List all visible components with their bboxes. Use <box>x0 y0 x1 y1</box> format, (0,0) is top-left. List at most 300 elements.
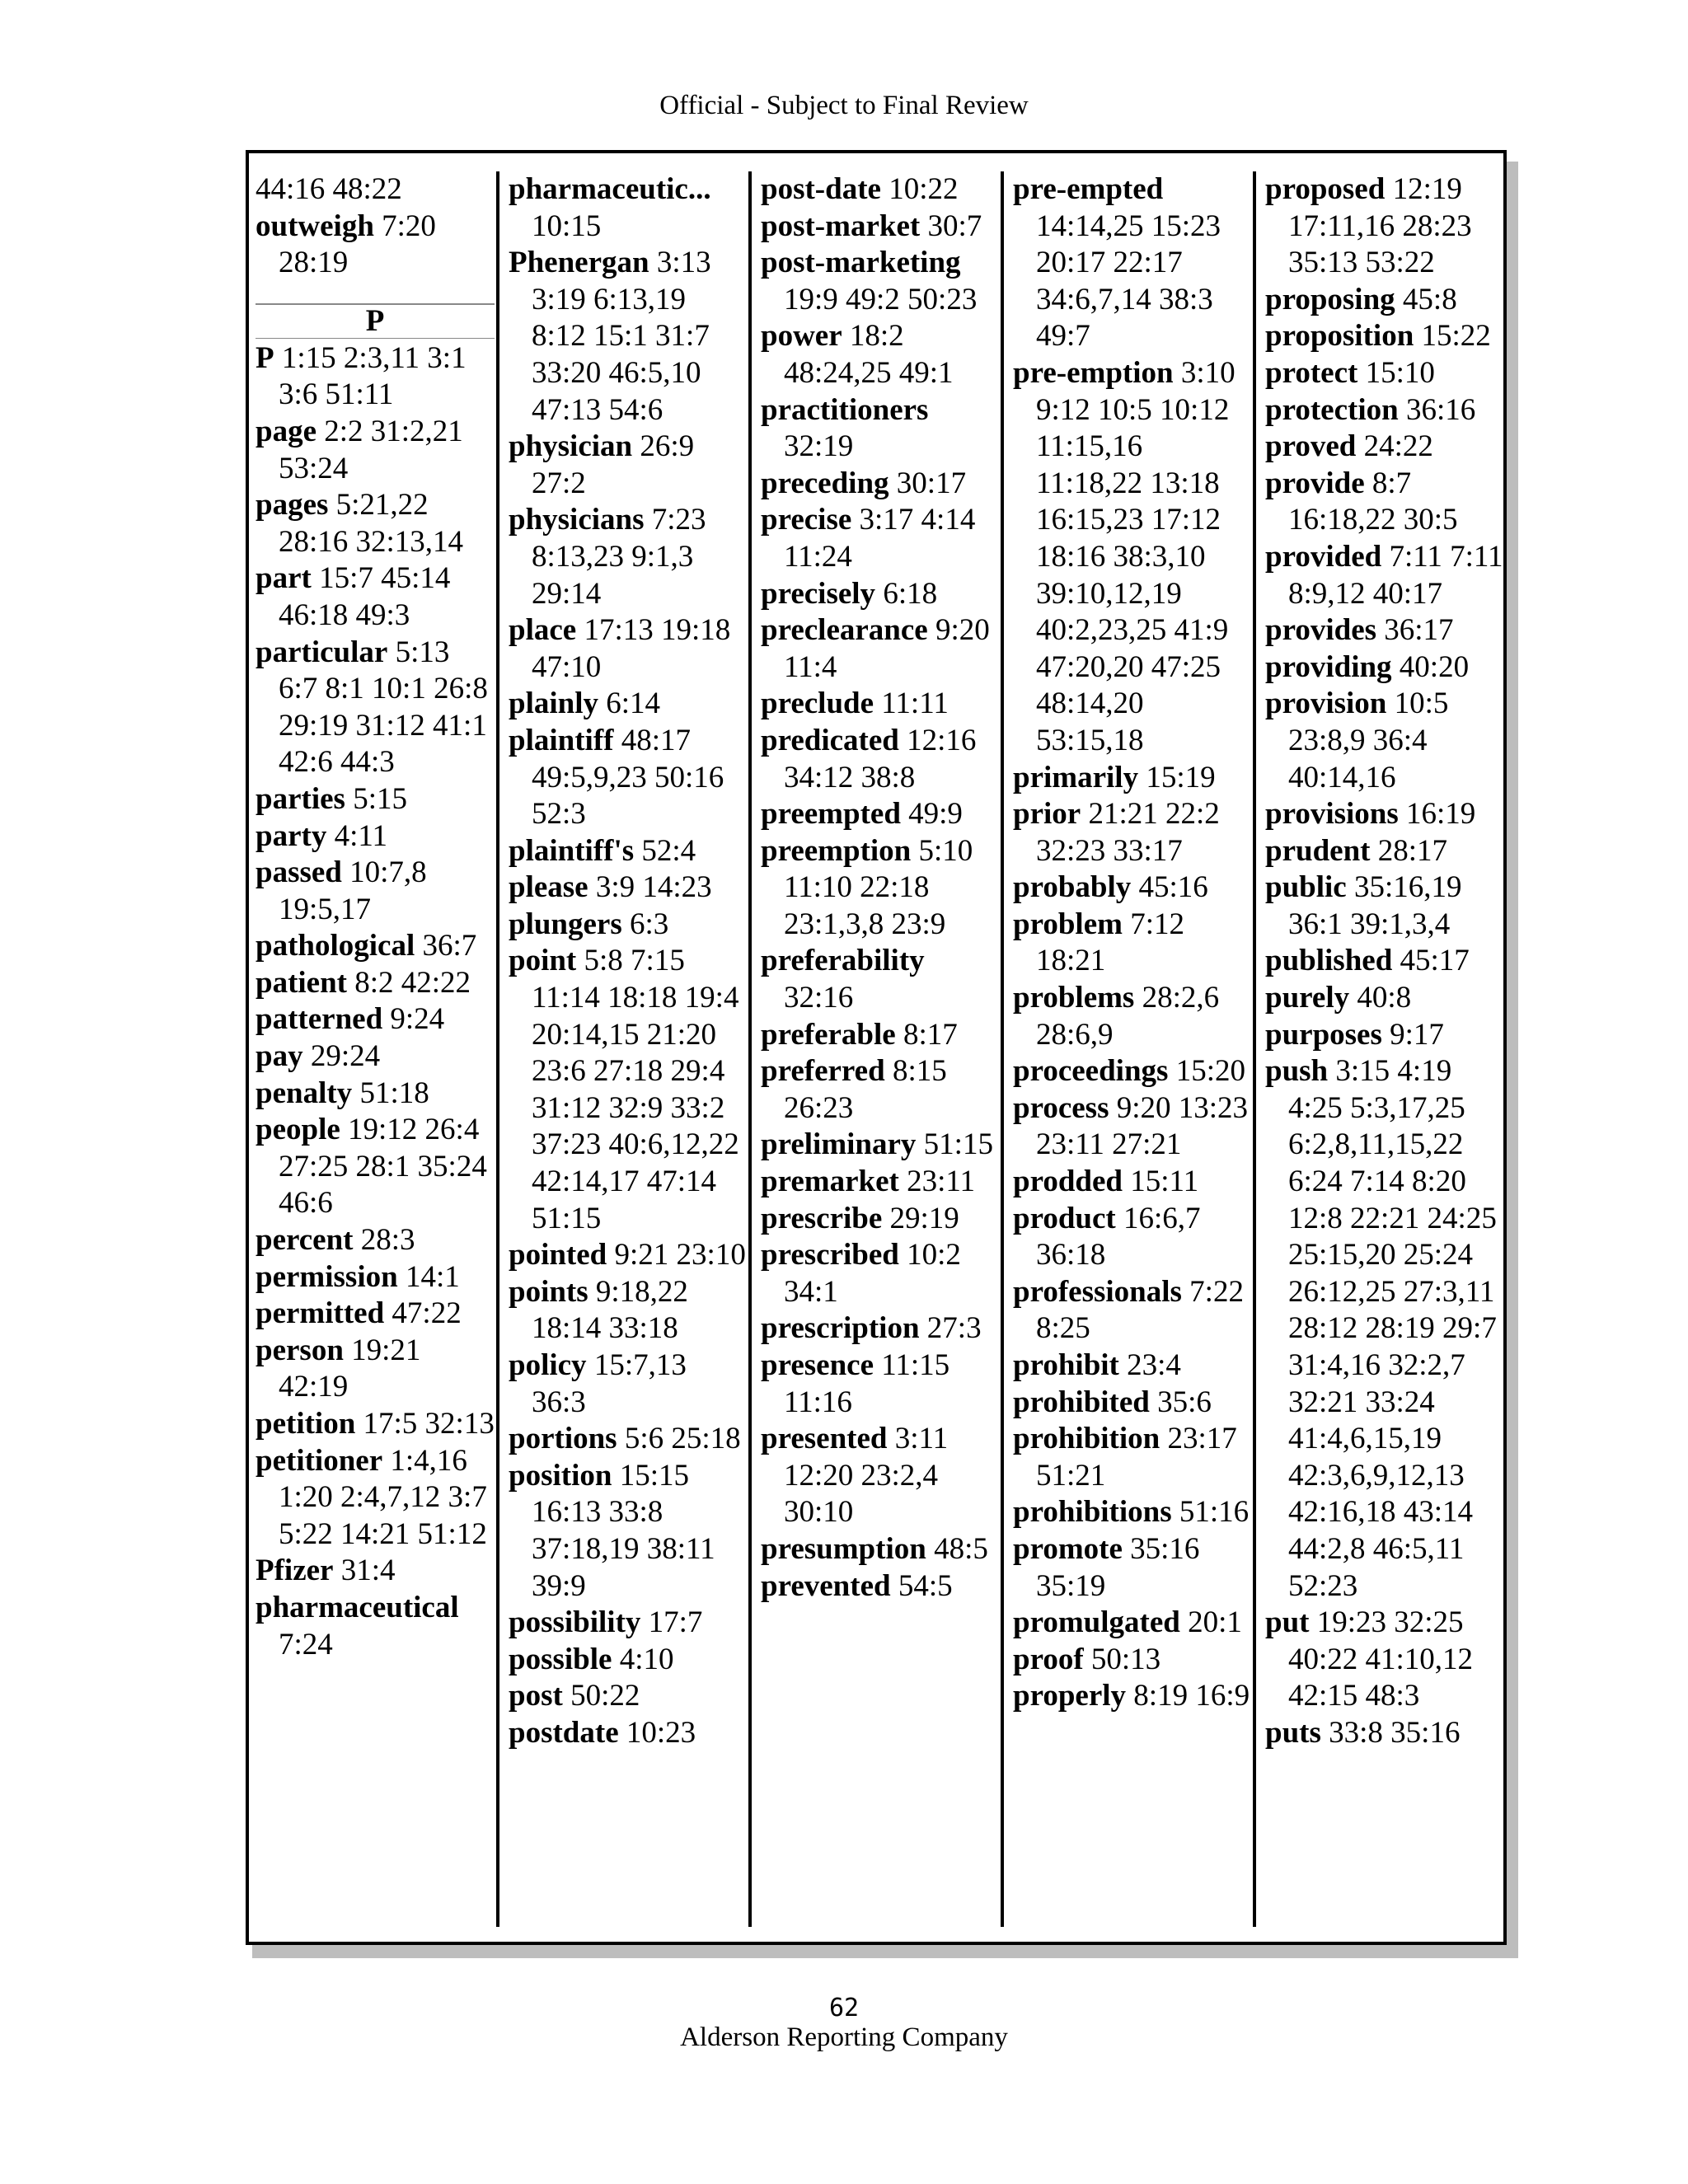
index-references: 18:2 48:24,25 49:1 <box>784 319 954 390</box>
index-references: 2:2 31:2,21 53:24 <box>279 414 463 485</box>
index-entry <box>761 502 1000 575</box>
index-term: proof <box>1013 1642 1084 1676</box>
index-references: 15:7,13 36:3 <box>532 1348 687 1419</box>
index-entry <box>1265 796 1504 833</box>
index-entry <box>1265 318 1504 355</box>
index-references: 7:24 <box>279 1627 333 1661</box>
index-references: 9:20 11:4 <box>784 613 990 684</box>
index-references: 24:22 <box>1363 429 1433 464</box>
index-references: 8:19 16:9 <box>1133 1679 1250 1713</box>
section-letter-heading: P <box>256 303 495 339</box>
index-entry <box>256 818 495 855</box>
index-term: page <box>256 414 316 448</box>
index-references: 1:15 2:3,11 3:1 3:6 51:11 <box>279 340 467 412</box>
index-term: please <box>509 870 588 905</box>
index-term: patterned <box>256 1002 383 1037</box>
index-references: 4:10 <box>619 1642 674 1676</box>
index-term: people <box>256 1113 340 1147</box>
index-term: precisely <box>761 576 876 611</box>
index-entry <box>256 1112 495 1222</box>
index-entry <box>1265 612 1504 649</box>
index-entry <box>1265 1017 1504 1054</box>
index-term: person <box>256 1333 344 1367</box>
index-references: 7:23 8:13,23 9:1,3 29:14 <box>532 503 706 611</box>
index-term: preferability <box>761 944 925 978</box>
index-entry <box>256 1038 495 1076</box>
index-references: 19:12 26:4 27:25 28:1 35:24 46:6 <box>279 1113 487 1221</box>
index-references: 6:18 <box>883 576 938 611</box>
index-entry <box>761 1531 1000 1568</box>
index-references: 29:24 <box>310 1039 381 1074</box>
index-term: prohibitions <box>1013 1495 1172 1530</box>
index-entry <box>1013 1678 1252 1715</box>
index-term: prudent <box>1265 833 1371 868</box>
index-term: plungers <box>509 907 622 941</box>
index-term: possibility <box>509 1605 641 1640</box>
index-term: post <box>509 1679 563 1713</box>
index-references: 28:17 <box>1377 833 1448 868</box>
index-term: published <box>1265 944 1393 978</box>
index-entry <box>256 1406 495 1443</box>
index-entry <box>256 1443 495 1554</box>
index-references: 35:6 <box>1157 1385 1212 1419</box>
index-references: 3:9 14:23 <box>595 870 712 905</box>
index-term: prescription <box>761 1311 920 1346</box>
index-entry <box>761 943 1000 1016</box>
index-term: place <box>509 613 577 648</box>
index-term: plainly <box>509 687 598 721</box>
index-entry <box>761 1053 1000 1127</box>
index-term: portions <box>509 1422 617 1456</box>
index-entry <box>509 171 748 245</box>
index-term: protection <box>1265 392 1399 427</box>
index-term: petition <box>256 1407 356 1441</box>
index-term: put <box>1265 1605 1310 1640</box>
index-term: prevented <box>761 1568 891 1603</box>
index-references: 32:16 <box>784 981 854 1015</box>
index-references: 49:9 <box>908 797 963 832</box>
index-term: postdate <box>509 1715 619 1750</box>
index-entry <box>509 612 748 686</box>
index-entry <box>761 171 1000 209</box>
index-references: 10:23 <box>626 1715 696 1750</box>
index-entry <box>761 209 1000 246</box>
index-entry <box>256 928 495 965</box>
index-references: 9:21 23:10 <box>614 1238 746 1272</box>
index-entry <box>761 245 1000 318</box>
index-references: 5:6 25:18 <box>624 1422 741 1456</box>
index-term: plaintiff's <box>509 833 635 868</box>
index-entry <box>1013 1385 1252 1422</box>
index-term: pages <box>256 488 329 523</box>
index-references: 3:17 4:14 11:24 <box>784 503 976 574</box>
index-entry <box>1265 1715 1504 1752</box>
index-references: 17:7 <box>648 1605 703 1640</box>
index-term: purely <box>1265 981 1350 1015</box>
index-entry <box>256 1296 495 1333</box>
index-term: provide <box>1265 466 1365 500</box>
index-references: 29:19 <box>889 1201 959 1235</box>
index-references: 28:3 <box>360 1223 415 1258</box>
index-entry <box>1265 282 1504 319</box>
index-term: pre-empted <box>1013 172 1164 206</box>
index-entry <box>256 487 495 560</box>
index-references: 54:5 <box>898 1568 953 1603</box>
index-term: plaintiff <box>509 723 614 757</box>
index-entry <box>1013 1347 1252 1385</box>
index-references: 9:18,22 18:14 33:18 <box>532 1274 688 1346</box>
index-references: 19:21 42:19 <box>279 1333 421 1404</box>
index-references: 45:17 <box>1400 944 1470 978</box>
index-entry <box>1013 1201 1252 1274</box>
index-term: post-marketing <box>761 246 961 280</box>
index-term: points <box>509 1274 588 1309</box>
index-references: 9:24 <box>390 1002 445 1037</box>
index-references: 23:17 51:21 <box>1036 1422 1237 1493</box>
index-references: 6:3 <box>630 907 669 941</box>
index-term: prohibition <box>1013 1422 1160 1456</box>
index-term: petitioner <box>256 1443 383 1478</box>
index-entry <box>509 1421 748 1458</box>
index-term: party <box>256 818 327 853</box>
index-entry <box>1265 980 1504 1017</box>
index-term: penalty <box>256 1076 353 1110</box>
index-references: 8:15 26:23 <box>784 1054 947 1125</box>
index-term: preempted <box>761 797 901 832</box>
index-term: presented <box>761 1422 888 1456</box>
index-references: 5:21,22 28:16 32:13,14 <box>279 488 464 559</box>
index-references: 28:2,6 28:6,9 <box>1036 981 1220 1052</box>
index-entry <box>256 1076 495 1113</box>
index-references: 52:4 <box>641 833 696 868</box>
index-column-4 <box>1013 171 1252 1927</box>
page-number: 62 <box>828 1994 860 2022</box>
index-entry <box>1013 1421 1252 1494</box>
index-references: 48:5 <box>934 1531 988 1566</box>
index-column-1 <box>256 171 495 1927</box>
index-entry <box>1265 429 1504 466</box>
index-entry <box>1013 907 1252 980</box>
index-term: promote <box>1013 1531 1123 1566</box>
index-frame <box>246 150 1507 1945</box>
index-references: 12:19 17:11,16 28:23 35:13 53:22 <box>1288 172 1472 280</box>
index-entry <box>509 723 748 833</box>
index-term: policy <box>509 1348 587 1382</box>
index-entry <box>1265 869 1504 943</box>
index-term: preclude <box>761 687 874 721</box>
index-term: physician <box>509 429 633 464</box>
index-entry <box>1013 869 1252 907</box>
index-entry <box>256 635 495 781</box>
index-term: process <box>1013 1090 1109 1125</box>
index-term: pharmaceutical <box>256 1590 459 1624</box>
index-references: 4:11 <box>334 818 387 853</box>
index-entry <box>509 429 748 502</box>
index-references: 15:20 <box>1175 1054 1245 1089</box>
index-term: prohibited <box>1013 1385 1150 1419</box>
index-term: preferred <box>761 1054 885 1089</box>
index-entry <box>1265 466 1504 539</box>
index-term: pharmaceutic... <box>509 172 711 206</box>
index-references: 15:22 <box>1421 319 1491 354</box>
index-references: 15:7 45:14 46:18 49:3 <box>279 561 451 632</box>
index-references: 3:15 4:19 4:25 5:3,17,25 6:2,8,11,15,22 6:24 7:14 8:20 12:8 22:21 24:25 25:15,20 25:24 26:12,25 27:3,11 28:12 28:19 29:7 31:4,16 32:2,7 32:21 33:24 41:4,6,15,19 42:3,6,9,12,13 42:16,18 43:14 44:2,8 46:5,11 52:23 <box>1288 1054 1497 1603</box>
index-entry <box>1265 943 1504 980</box>
index-entry <box>509 245 748 429</box>
index-entry <box>256 781 495 818</box>
index-references: 15:19 <box>1146 760 1216 794</box>
index-references: 10:22 <box>889 172 959 206</box>
index-entry <box>1013 980 1252 1053</box>
index-entry <box>1013 796 1252 869</box>
index-references: 5:13 6:7 8:1 10:1 26:8 29:19 31:12 41:1 42:6 44:3 <box>279 635 488 780</box>
index-references: 9:20 13:23 23:11 27:21 <box>1036 1090 1249 1162</box>
index-term: passed <box>256 855 342 890</box>
index-entry <box>1265 392 1504 429</box>
index-term: predicated <box>761 723 899 757</box>
index-references: 19:9 49:2 50:23 <box>784 282 978 316</box>
index-references: 7:11 7:11 8:9,12 40:17 <box>1288 539 1503 611</box>
index-references: 32:19 <box>784 429 854 464</box>
index-entry <box>256 414 495 487</box>
index-entry <box>256 1333 495 1406</box>
index-entry <box>1013 1164 1252 1201</box>
index-term: presence <box>761 1348 874 1382</box>
index-term: P <box>256 340 274 375</box>
index-references: 5:8 7:15 11:14 18:18 19:4 20:14,15 21:20 23:6 27:18 29:4 31:12 32:9 33:2 37:23 40:6,12,22 42:14,17 47:14 51:15 <box>532 944 739 1235</box>
index-term: permitted <box>256 1296 385 1331</box>
index-entry <box>509 502 748 612</box>
index-references: 45:8 <box>1402 282 1457 316</box>
index-entry <box>761 1310 1000 1347</box>
index-references: 5:10 11:10 22:18 23:1,3,8 23:9 <box>784 833 973 941</box>
column-divider <box>748 171 752 1927</box>
column-divider <box>1253 171 1256 1927</box>
index-references: 7:20 28:19 <box>279 209 436 280</box>
index-references: 36:16 <box>1405 392 1476 427</box>
index-entry <box>256 209 495 282</box>
index-term: proved <box>1265 429 1357 464</box>
index-entry <box>761 1237 1000 1310</box>
index-references: 47:22 <box>392 1296 462 1331</box>
index-term: physicians <box>509 503 645 537</box>
index-term: prodded <box>1013 1165 1123 1199</box>
index-entry <box>761 1127 1000 1164</box>
index-term: product <box>1013 1201 1116 1235</box>
index-entry <box>1013 1605 1252 1642</box>
index-entry <box>1013 760 1252 797</box>
index-column-2 <box>509 171 748 1927</box>
index-references: 3:11 12:20 23:2,4 30:10 <box>784 1422 949 1530</box>
index-references: 51:16 <box>1179 1495 1250 1530</box>
index-references: 23:4 <box>1127 1348 1181 1382</box>
index-references: 40:20 <box>1399 649 1470 684</box>
index-entry <box>509 833 748 870</box>
index-entry <box>761 1347 1000 1421</box>
index-references: 36:17 <box>1384 613 1454 648</box>
index-references: 10:15 <box>532 209 602 243</box>
index-references: 14:1 <box>405 1259 460 1294</box>
index-entry <box>761 612 1000 686</box>
index-references: 12:16 34:12 38:8 <box>784 723 977 794</box>
index-term: problems <box>1013 981 1135 1015</box>
index-entry <box>509 869 748 907</box>
index-term: point <box>509 944 577 978</box>
index-entry <box>1013 355 1252 760</box>
index-references: 36:7 <box>422 929 477 963</box>
index-references: 9:17 <box>1390 1017 1444 1052</box>
index-term: pre-emption <box>1013 355 1174 390</box>
index-term: proceedings <box>1013 1054 1169 1089</box>
index-references: 20:1 <box>1188 1605 1242 1640</box>
index-entry <box>509 907 748 944</box>
index-term: providing <box>1265 649 1392 684</box>
index-entry <box>1265 171 1504 282</box>
index-term: properly <box>1013 1679 1127 1713</box>
index-references: 3:13 3:19 6:13,19 8:12 15:1 31:7 33:20 46:5,10 47:13 54:6 <box>532 246 711 427</box>
page-header: Official - Subject to Final Review <box>659 91 1029 120</box>
index-term: presumption <box>761 1531 926 1566</box>
index-entry <box>1013 171 1252 355</box>
index-references: 6:14 <box>606 687 661 721</box>
index-references: 3:10 9:12 10:5 10:12 11:15,16 11:18,22 13:18 16:15,23 17:12 18:16 38:3,10 39:10,12,19 40:2,23,25 41:9 47:20,20 47:25 48:14,20 53:15,18 <box>1036 355 1236 757</box>
index-term: push <box>1265 1054 1329 1089</box>
index-references: 45:16 <box>1138 870 1208 905</box>
index-references: 30:17 <box>896 466 967 500</box>
index-term: provisions <box>1265 797 1399 832</box>
index-entry <box>761 796 1000 833</box>
index-column-5 <box>1265 171 1504 1927</box>
index-term: provides <box>1265 613 1377 648</box>
index-references: 21:21 22:2 32:23 33:17 <box>1036 797 1220 868</box>
index-references: 15:11 <box>1130 1165 1199 1199</box>
index-term: provision <box>1265 687 1387 721</box>
index-term: power <box>761 319 842 354</box>
index-term: professionals <box>1013 1274 1182 1309</box>
index-entry <box>256 855 495 928</box>
index-term: pay <box>256 1039 303 1074</box>
index-references: 48:17 49:5,9,23 50:16 52:3 <box>532 723 724 832</box>
index-term: prescribe <box>761 1201 883 1235</box>
index-entry <box>761 1017 1000 1054</box>
index-term: preceding <box>761 466 889 500</box>
index-entry <box>1265 833 1504 870</box>
index-term: proposed <box>1265 172 1386 206</box>
index-references: 5:15 <box>353 781 407 816</box>
index-entry <box>761 1568 1000 1605</box>
index-term: outweigh <box>256 209 374 243</box>
index-references: 50:13 <box>1090 1642 1161 1676</box>
index-references: 10:2 34:1 <box>784 1238 961 1309</box>
index-references: 15:10 <box>1365 355 1435 390</box>
index-entry <box>256 1553 495 1590</box>
index-term: primarily <box>1013 760 1139 794</box>
index-entry <box>509 686 748 723</box>
index-term: protect <box>1265 355 1358 390</box>
index-term: post-date <box>761 172 881 206</box>
index-term: permission <box>256 1259 398 1294</box>
index-entry <box>509 1605 748 1642</box>
index-references: 44:16 48:22 <box>256 172 402 206</box>
index-references: 23:11 <box>907 1165 975 1199</box>
index-entry <box>1013 1274 1252 1347</box>
index-entry <box>509 1678 748 1715</box>
index-term: probably <box>1013 870 1132 905</box>
index-entry <box>761 392 1000 466</box>
index-entry <box>761 1164 1000 1201</box>
index-entry <box>761 466 1000 503</box>
index-term: proposing <box>1265 282 1395 316</box>
index-references: 17:5 32:13 <box>363 1407 495 1441</box>
index-columns <box>249 153 1503 1942</box>
index-term: public <box>1265 870 1347 905</box>
index-references: 51:18 <box>359 1076 429 1110</box>
index-term: preliminary <box>761 1127 917 1162</box>
index-term: precise <box>761 503 852 537</box>
index-entry <box>256 1222 495 1259</box>
index-entry <box>1013 1090 1252 1164</box>
index-term: part <box>256 561 312 596</box>
column-divider <box>496 171 499 1927</box>
index-entry <box>509 1715 748 1752</box>
index-entry <box>1265 649 1504 687</box>
index-references: 35:16 35:19 <box>1036 1531 1200 1603</box>
index-entry <box>509 1237 748 1274</box>
index-entry <box>509 943 748 1237</box>
index-term: percent <box>256 1223 354 1258</box>
index-references: 11:11 <box>881 687 949 721</box>
index-entry <box>509 1274 748 1347</box>
index-entry <box>509 1347 748 1421</box>
index-references: 31:4 <box>340 1554 396 1588</box>
index-references: 16:6,7 36:18 <box>1036 1201 1201 1272</box>
index-references: 8:17 <box>903 1017 958 1052</box>
index-term: puts <box>1265 1715 1321 1750</box>
index-term: preclearance <box>761 613 928 648</box>
index-entry <box>256 171 495 209</box>
index-entry <box>1265 539 1504 612</box>
index-references: 50:22 <box>570 1679 640 1713</box>
index-entry <box>1013 1053 1252 1090</box>
footer-company: Alderson Reporting Company <box>680 2022 1008 2052</box>
index-term: prohibit <box>1013 1348 1119 1382</box>
index-entry <box>1013 1494 1252 1531</box>
index-references: 19:23 32:25 40:22 41:10,12 42:15 48:3 <box>1288 1605 1474 1713</box>
index-entry <box>761 833 1000 944</box>
index-term: preemption <box>761 833 912 868</box>
index-term: position <box>509 1458 612 1493</box>
index-references: 35:16,19 36:1 39:1,3,4 <box>1288 870 1462 941</box>
index-entry <box>1013 1531 1252 1605</box>
index-entry <box>761 723 1000 796</box>
index-term: purposes <box>1265 1017 1382 1052</box>
index-references: 33:8 35:16 <box>1329 1715 1461 1750</box>
index-term: preferable <box>761 1017 896 1052</box>
index-term: possible <box>509 1642 612 1676</box>
index-term: problem <box>1013 907 1123 941</box>
index-term: particular <box>256 635 388 669</box>
index-term: proposition <box>1265 319 1414 354</box>
index-term: pointed <box>509 1238 607 1272</box>
index-references: 10:5 23:8,9 36:4 40:14,16 <box>1288 687 1449 794</box>
index-entry <box>1013 1642 1252 1679</box>
index-references: 17:13 19:18 47:10 <box>532 613 731 684</box>
index-term: practitioners <box>761 392 929 427</box>
index-references: 11:15 11:16 <box>784 1348 950 1419</box>
index-term: post-market <box>761 209 921 243</box>
index-entry <box>256 965 495 1002</box>
index-references: 8:2 42:22 <box>354 965 471 1000</box>
